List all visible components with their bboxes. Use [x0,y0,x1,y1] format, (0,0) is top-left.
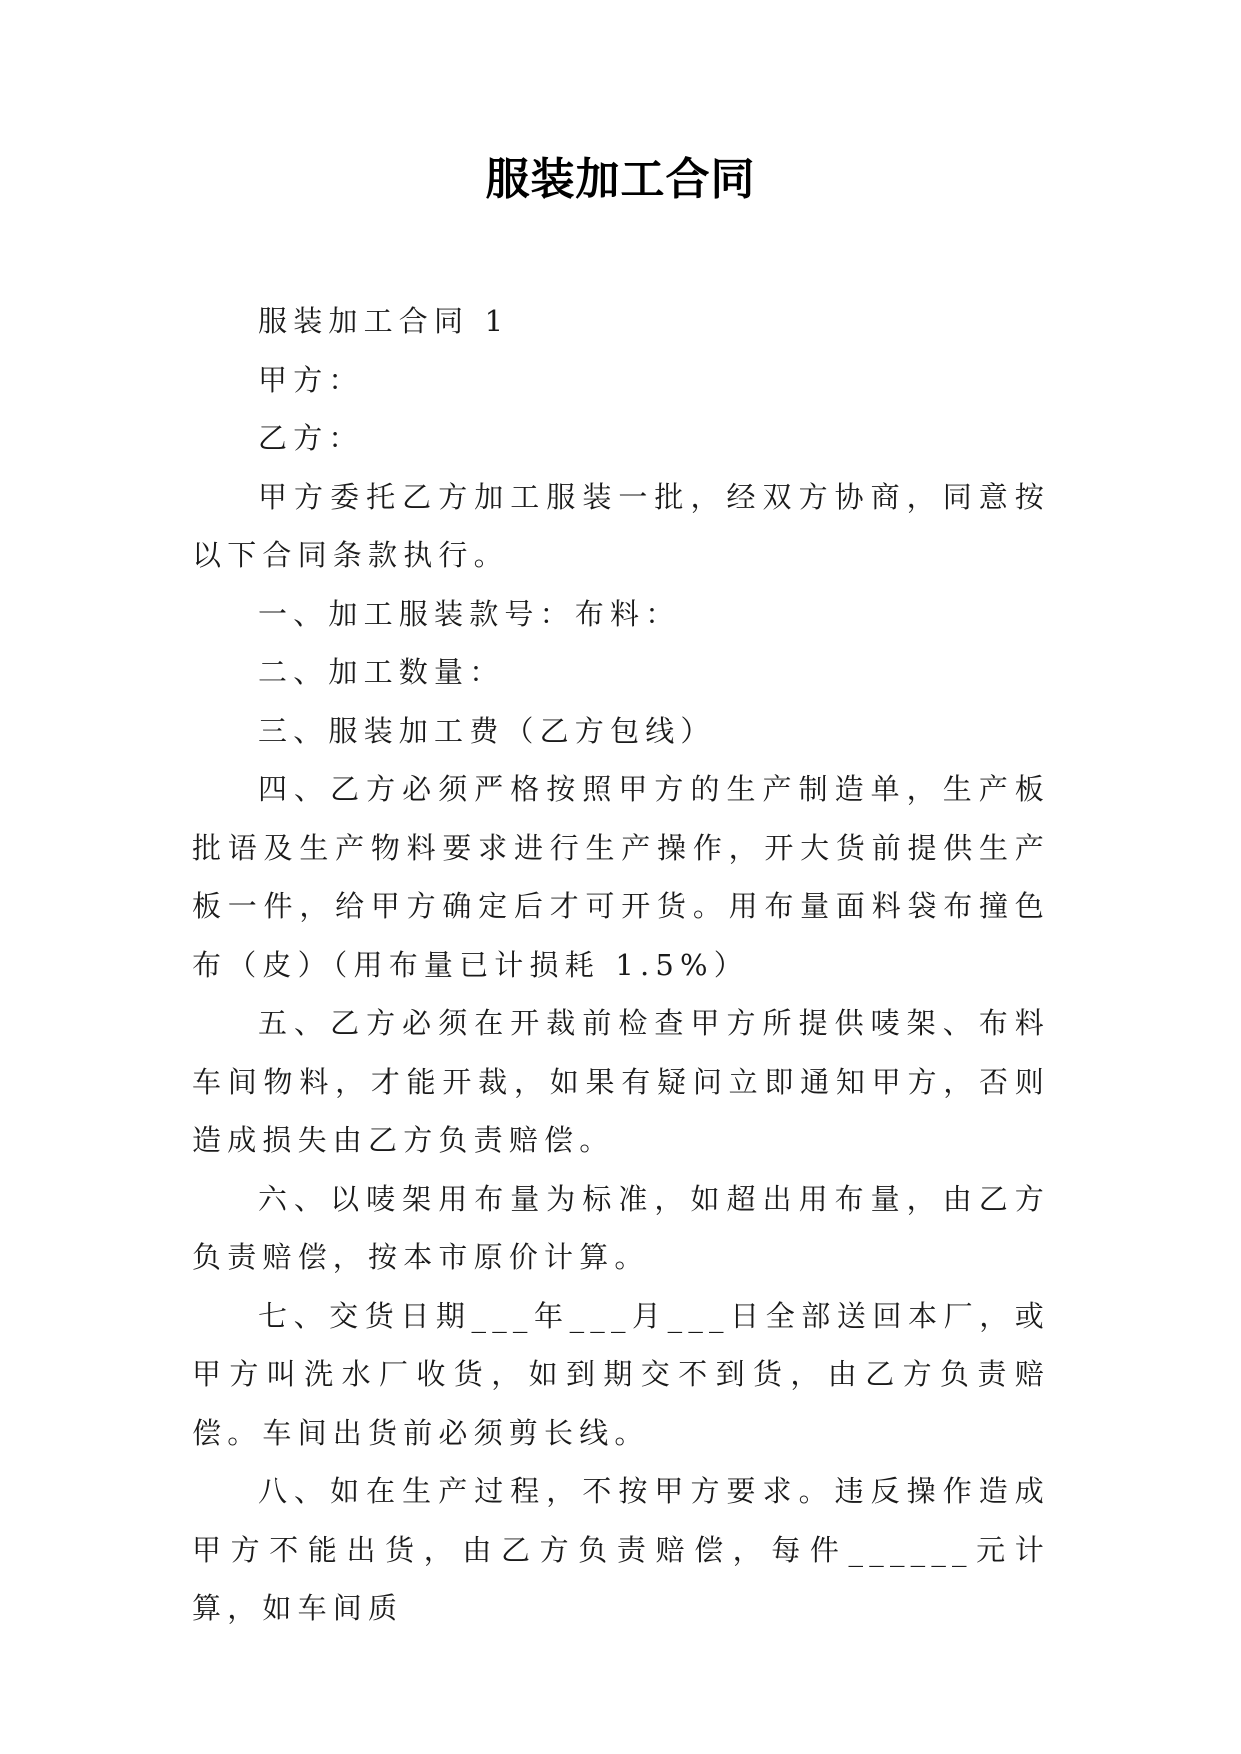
paragraph-clause-5: 五、乙方必须在开裁前检查甲方所提供唛架、布料车间物料，才能开裁，如果有疑问立即通知甲方，否则造成损失由乙方负责赔偿。 [192,1006,1050,1157]
paragraph-clause-4: 四、乙方必须严格按照甲方的生产制造单，生产板批语及生产物料要求进行生产操作，开大货前提供生产板一件，给甲方确定后才可开货。用布量面料袋布撞色布（皮）（用布量已计损耗 1.5%） [192,772,1050,982]
document-title: 服装加工合同 [485,154,756,205]
paragraph-clause-1: 一、加工服装款号：布料： [258,596,681,631]
paragraph-clause-8: 八、如在生产过程，不按甲方要求。违反操作造成甲方不能出货，由乙方负责赔偿，每件______元计算，如车间质 [192,1474,1050,1625]
paragraph-party-b: 乙方： [258,421,364,455]
paragraph-clause-6: 六、以唛架用布量为标准，如超出用布量，由乙方负责赔偿，按本市原价计算。 [192,1181,1050,1274]
paragraph-clause-7: 七、交货日期___年___月___日全部送回本厂，或甲方叫洗水厂收货，如到期交不到货，由乙方负责赔偿。车间出货前必须剪长线。 [192,1298,1050,1450]
paragraph-clause-3: 三、服装加工费（乙方包线） [258,713,716,748]
paragraph-party-a: 甲方： [258,362,364,397]
document-body [192,292,1050,1638]
paragraph-clause-2: 二、加工数量： [258,655,505,689]
paragraph-intro: 甲方委托乙方加工服装一批，经双方协商，同意按以下合同条款执行。 [192,479,1050,572]
paragraph-contract-heading: 服装加工合同 1 [258,304,510,338]
